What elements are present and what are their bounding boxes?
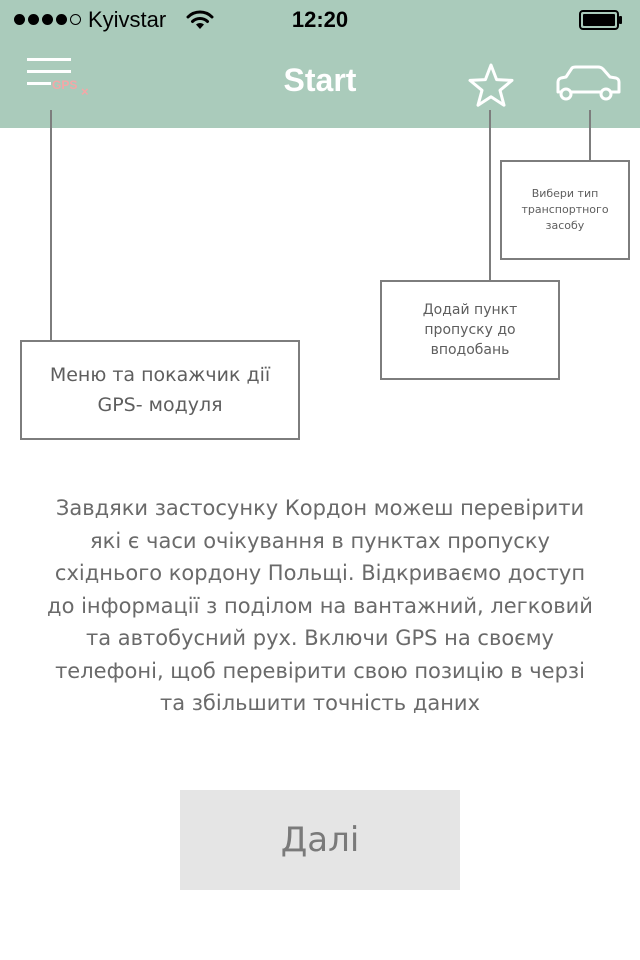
menu-callout-text: Меню та покажчик дії GPS- модуля (49, 364, 271, 416)
gps-status-badge: GPS (52, 78, 78, 92)
car-icon (552, 62, 624, 106)
vehicle-callout-line (589, 110, 591, 160)
gps-off-icon: × (81, 84, 89, 99)
clock: 12:20 (291, 7, 349, 32)
carrier-name: Kyivstar (88, 7, 167, 32)
header (0, 0, 640, 128)
status-bar (0, 0, 640, 40)
menu-callout (20, 340, 300, 440)
star-icon (466, 62, 516, 110)
hamburger-menu-icon-line (27, 58, 71, 61)
favorite-callout-text: Додай пункт пропуску до вподобань (422, 302, 518, 358)
vehicle-type-button[interactable] (552, 62, 624, 106)
favorite-button[interactable] (466, 62, 516, 110)
intro-description: Завдяки застосунку Кордон можеш перевірити які є часи очікування в пунктах пропуску східнього кордону Польщі. Відкриваємо доступ до інформації з поділом на вантажний, легковий та автобусний рух. Включи GPS на своєму телефоні, щоб перевірити свою позицію в черзі та збільшити точність даних (47, 496, 593, 715)
vehicle-callout-text: Вибери тип транспортного засобу (521, 187, 609, 232)
favorite-callout-line (489, 110, 491, 280)
favorite-callout (380, 280, 560, 380)
nav-bar (0, 40, 640, 128)
battery-icon (579, 10, 623, 30)
page-title: Start (283, 62, 357, 98)
vehicle-callout (500, 160, 630, 260)
menu-callout-line (50, 110, 52, 340)
next-button[interactable]: Далі (180, 790, 460, 890)
